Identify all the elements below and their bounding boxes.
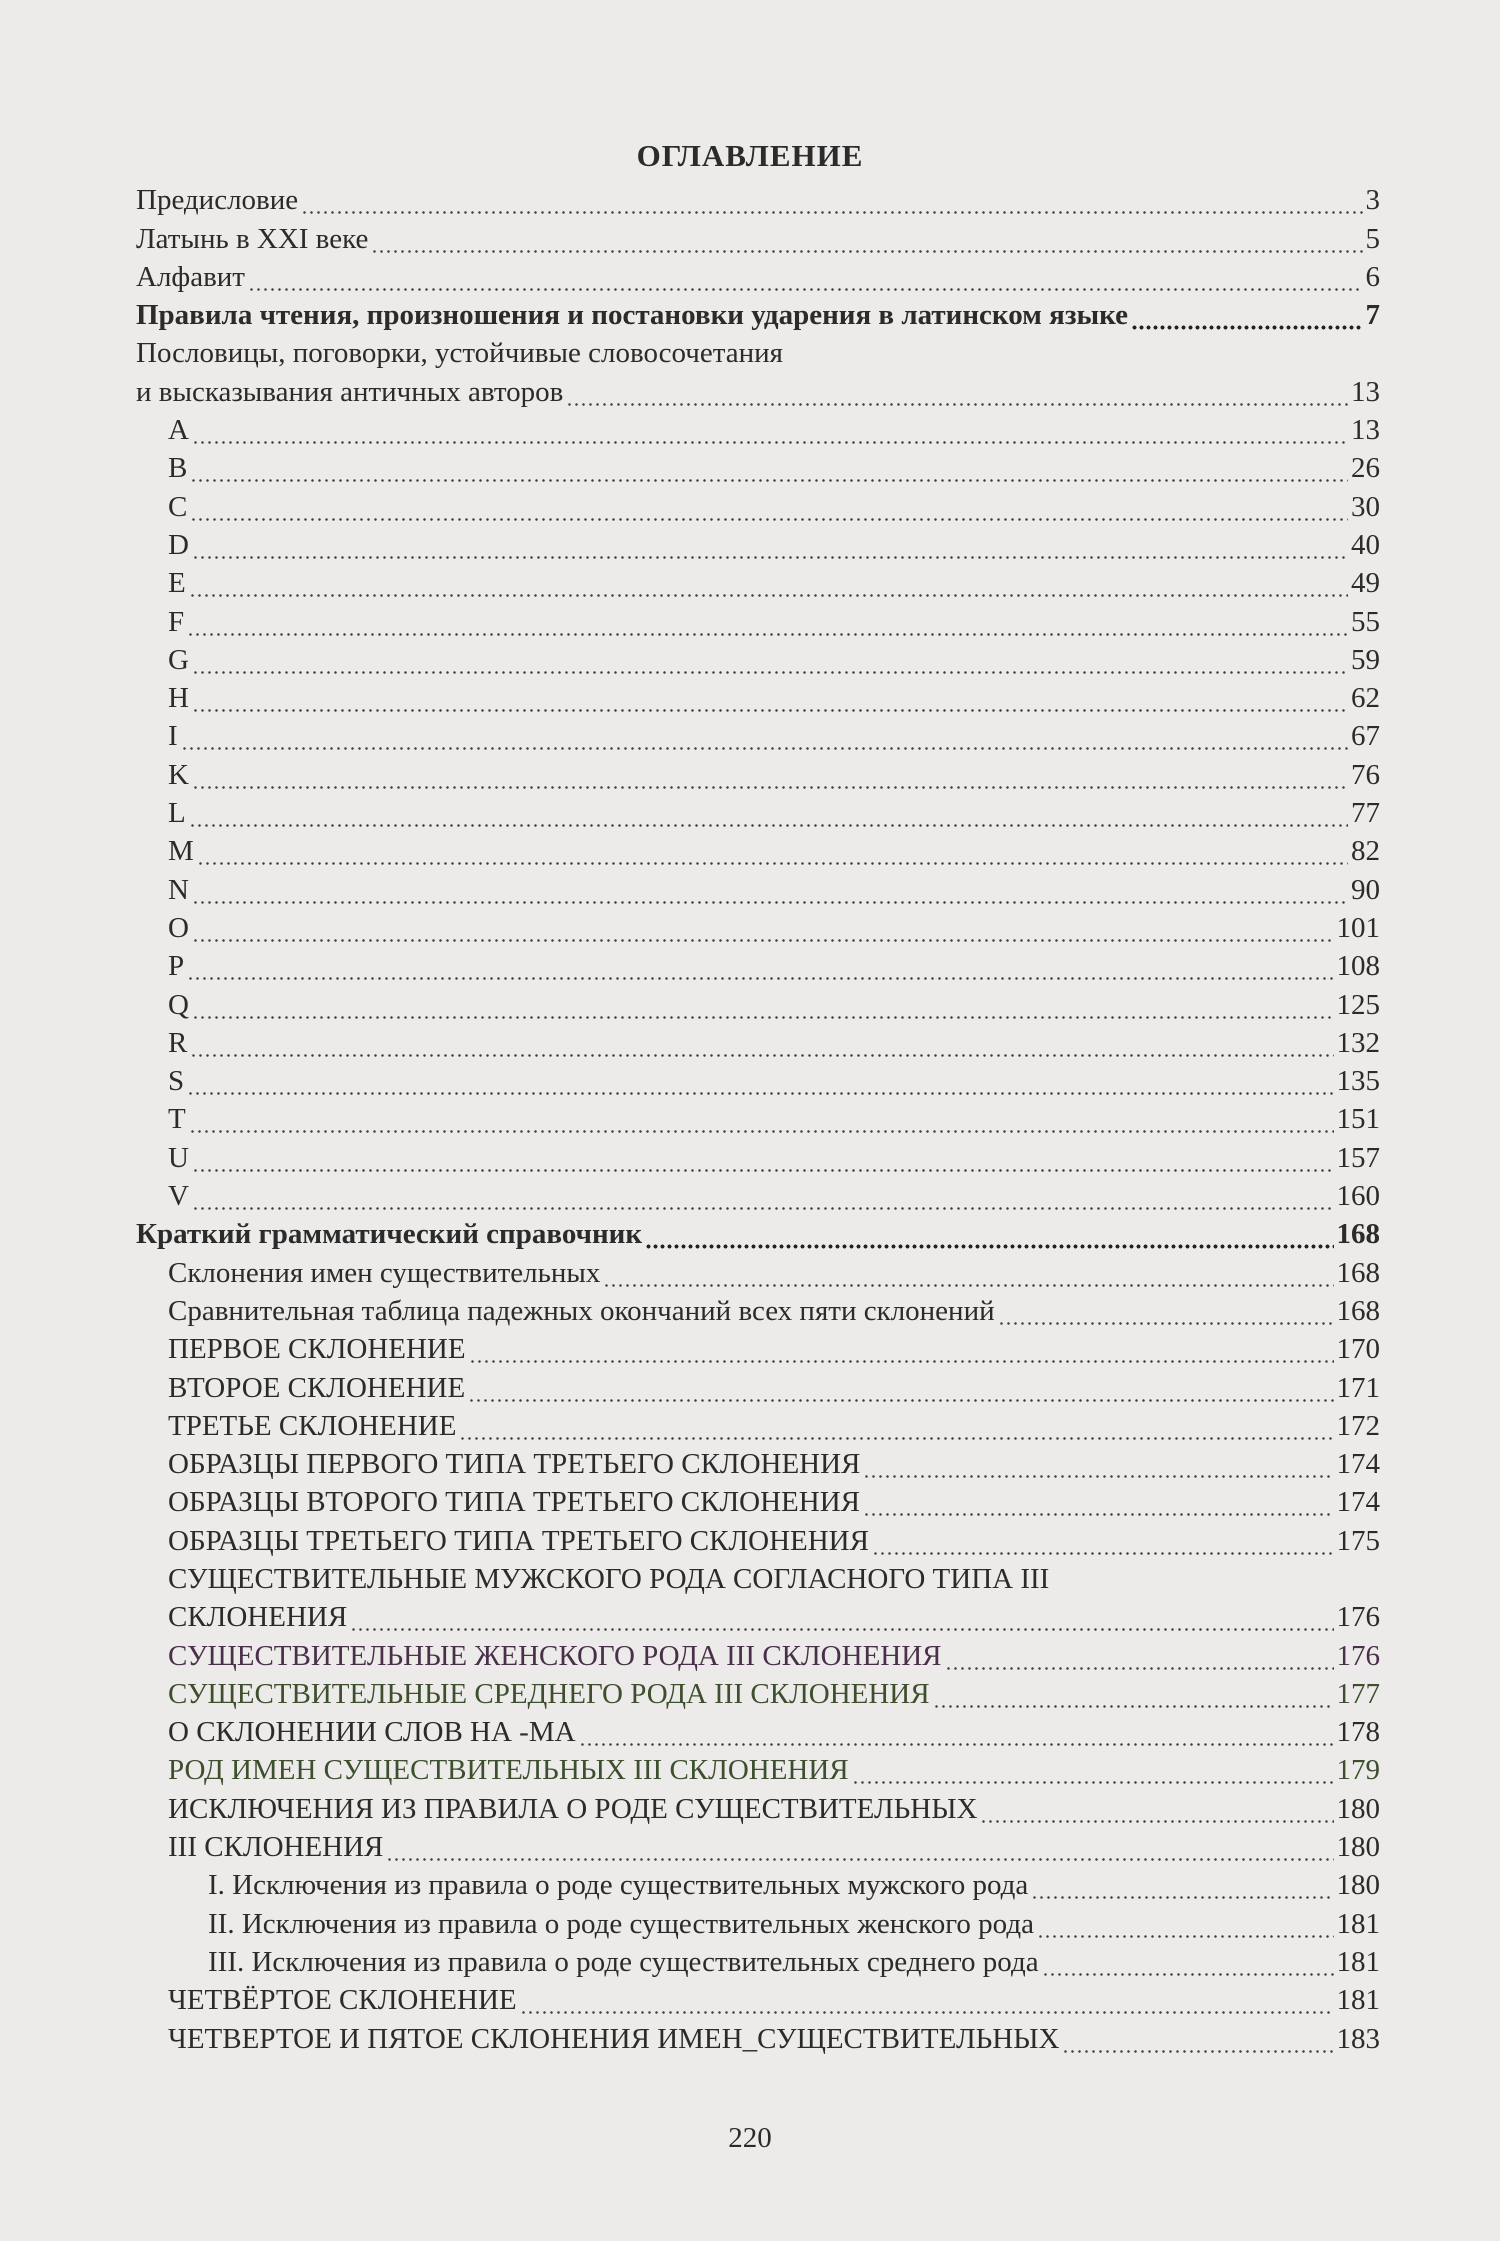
dot-leader bbox=[192, 650, 1348, 676]
toc-entry-page: 77 bbox=[1351, 797, 1380, 830]
toc-entry-page: 180 bbox=[1336, 1831, 1380, 1864]
toc-entry-title: Пословицы, поговорки, устойчивые словосочетания bbox=[136, 337, 784, 370]
toc-entry bbox=[136, 1863, 1380, 1901]
toc-entry bbox=[136, 293, 1380, 331]
toc-entry bbox=[136, 1480, 1380, 1518]
toc-entry-title: ИСКЛЮЧЕНИЯ ИЗ ПРАВИЛА О РОДЕ СУЩЕСТВИТЕЛЬНЫХ bbox=[168, 1792, 978, 1825]
toc-entry bbox=[136, 1021, 1380, 1059]
dot-leader bbox=[603, 1263, 1333, 1289]
toc-entry-page: 171 bbox=[1336, 1371, 1380, 1404]
toc-entry bbox=[136, 676, 1380, 714]
toc-entry-page: 183 bbox=[1336, 2022, 1380, 2055]
toc-entry bbox=[136, 1672, 1380, 1710]
toc-entry-title: Сравнительная таблица падежных окончаний всех пяти склонений bbox=[168, 1294, 995, 1327]
toc-entry bbox=[136, 1404, 1380, 1442]
dot-leader bbox=[872, 1531, 1334, 1557]
page-title: ОГЛАВЛЕНИЕ bbox=[636, 138, 864, 173]
toc-entry-title: СУЩЕСТВИТЕЛЬНЫЕ СРЕДНЕГО РОДА III СКЛОНЕНИЯ bbox=[168, 1677, 930, 1710]
toc-entry-page: 177 bbox=[1336, 1677, 1380, 1710]
dot-leader bbox=[190, 497, 1348, 523]
toc-entry bbox=[136, 752, 1380, 790]
dot-leader bbox=[863, 1454, 1333, 1480]
toc-entry bbox=[136, 1327, 1380, 1365]
dot-leader bbox=[181, 726, 1348, 752]
toc-entry bbox=[136, 1289, 1380, 1327]
toc-entry-page: 101 bbox=[1336, 911, 1380, 944]
toc-entry-page: 157 bbox=[1336, 1141, 1380, 1174]
toc-entry bbox=[136, 1710, 1380, 1748]
dot-leader bbox=[189, 1109, 1334, 1135]
toc-entry-page: 55 bbox=[1351, 605, 1380, 638]
dot-leader bbox=[998, 1301, 1334, 1327]
toc-entry-title: СУЩЕСТВИТЕЛЬНЫЕ МУЖСКОГО РОДА СОГЛАСНОГО ТИПА III bbox=[168, 1562, 1050, 1595]
toc-entry-title: K bbox=[168, 758, 189, 791]
toc-entry-page: 108 bbox=[1336, 950, 1380, 983]
toc-entry-title: Алфавит bbox=[136, 260, 245, 293]
toc-entry bbox=[136, 906, 1380, 944]
dot-leader bbox=[192, 880, 1348, 906]
toc-entry-title: II. Исключения из правила о роде существительных женского рода bbox=[208, 1907, 1034, 1940]
toc-entry-title: РОД ИМЕН СУЩЕСТВИТЕЛЬНЫХ III СКЛОНЕНИЯ bbox=[168, 1754, 849, 1787]
toc-entry-page: 125 bbox=[1336, 988, 1380, 1021]
toc-entry bbox=[136, 1518, 1380, 1556]
toc-entry bbox=[136, 1365, 1380, 1403]
toc-entry-page: 160 bbox=[1336, 1180, 1380, 1213]
toc-entry-page: 67 bbox=[1351, 720, 1380, 753]
toc-entry-title: ОБРАЗЦЫ ВТОРОГО ТИПА ТРЕТЬЕГО СКЛОНЕНИЯ bbox=[168, 1486, 860, 1519]
toc-entry bbox=[136, 1633, 1380, 1671]
toc-entry-page: 76 bbox=[1351, 758, 1380, 791]
toc-entry-title: Латынь в XXI веке bbox=[136, 222, 369, 255]
toc-entry bbox=[136, 1748, 1380, 1786]
toc-entry-page: 179 bbox=[1336, 1754, 1380, 1787]
toc-entry bbox=[136, 599, 1380, 637]
toc-entry-title: Правила чтения, произношения и постановки ударения в латинском языке bbox=[136, 299, 1129, 332]
toc-entry bbox=[136, 1557, 1380, 1595]
dot-leader bbox=[189, 573, 1348, 599]
dot-leader bbox=[945, 1646, 1334, 1672]
dot-leader bbox=[1062, 2029, 1333, 2055]
dot-leader bbox=[192, 535, 1348, 561]
toc-entry bbox=[136, 1901, 1380, 1939]
toc-entry-title: D bbox=[168, 528, 189, 561]
toc-entry-title: T bbox=[168, 1103, 186, 1136]
toc-entry-page: 168 bbox=[1336, 1218, 1380, 1251]
dot-leader bbox=[579, 1722, 1334, 1748]
dot-leader bbox=[187, 1071, 1333, 1097]
dot-leader bbox=[933, 1684, 1334, 1710]
toc-entry bbox=[136, 1940, 1380, 1978]
toc-entry bbox=[136, 484, 1380, 522]
toc-entry bbox=[136, 982, 1380, 1020]
toc-entry-page: 6 bbox=[1365, 260, 1380, 293]
toc-entry-title: M bbox=[168, 835, 194, 868]
toc-entry-page: 170 bbox=[1336, 1333, 1380, 1366]
toc-entry-title: N bbox=[168, 873, 189, 906]
toc-entry bbox=[136, 1059, 1380, 1097]
toc-entry-page: 59 bbox=[1351, 643, 1380, 676]
toc-entry-title: Предисловие bbox=[136, 184, 299, 217]
toc-entry-title: III. Исключения из правила о роде существительных среднего рода bbox=[208, 1945, 1039, 1978]
toc-entry-title: O bbox=[168, 911, 189, 944]
toc-entry bbox=[136, 216, 1380, 254]
toc-entry bbox=[136, 638, 1380, 676]
toc-entry bbox=[136, 1212, 1380, 1250]
toc-entry bbox=[136, 1135, 1380, 1173]
dot-leader bbox=[248, 267, 1363, 293]
dot-leader bbox=[1131, 305, 1362, 331]
toc-entry-title: ПЕРВОЕ СКЛОНЕНИЕ bbox=[168, 1333, 466, 1366]
toc-entry-title: S bbox=[168, 1065, 185, 1098]
dot-leader bbox=[192, 765, 1348, 791]
dot-leader bbox=[386, 1837, 1333, 1863]
toc-entry-title: C bbox=[168, 490, 188, 523]
toc-entry-title: F bbox=[168, 605, 185, 638]
toc-entry-title: R bbox=[168, 1026, 188, 1059]
toc-entry-title: I. Исключения из правила о роде существительных мужского рода bbox=[208, 1869, 1029, 1902]
toc-entry-page: 174 bbox=[1336, 1486, 1380, 1519]
toc-entry bbox=[136, 523, 1380, 561]
toc-entry-page: 168 bbox=[1336, 1256, 1380, 1289]
toc-entry bbox=[136, 446, 1380, 484]
toc-entry-title: Q bbox=[168, 988, 189, 1021]
toc-entry bbox=[136, 1250, 1380, 1288]
dot-leader bbox=[1037, 1914, 1334, 1940]
dot-leader bbox=[192, 995, 1334, 1021]
toc-entry-title: ЧЕТВЁРТОЕ СКЛОНЕНИЕ bbox=[168, 1984, 517, 2017]
toc-entry bbox=[136, 331, 1380, 369]
toc-entry-title: L bbox=[168, 797, 186, 830]
dot-leader bbox=[187, 612, 1348, 638]
toc-entry-title: U bbox=[168, 1141, 189, 1174]
toc-entry-title: Склонения имен существительных bbox=[168, 1256, 601, 1289]
toc-entry-page: 172 bbox=[1336, 1409, 1380, 1442]
toc-entry-page: 5 bbox=[1365, 222, 1380, 255]
toc-entry-page: 178 bbox=[1336, 1716, 1380, 1749]
toc-entry-page: 180 bbox=[1336, 1792, 1380, 1825]
toc-entry bbox=[136, 829, 1380, 867]
dot-leader bbox=[187, 956, 1333, 982]
toc-entry-page: 90 bbox=[1351, 873, 1380, 906]
toc-entry bbox=[136, 178, 1380, 216]
toc-entry-title: О СКЛОНЕНИИ СЛОВ НА -MA bbox=[168, 1716, 576, 1749]
dot-leader bbox=[520, 1990, 1334, 2016]
toc-entry-page: 49 bbox=[1351, 567, 1380, 600]
dot-leader bbox=[566, 382, 1348, 408]
toc-entry-page: 181 bbox=[1336, 1945, 1380, 1978]
toc-entry-title: и высказывания античных авторов bbox=[136, 375, 564, 408]
toc-entry-title: ТРЕТЬЕ СКЛОНЕНИЕ bbox=[168, 1409, 457, 1442]
toc-entry bbox=[136, 1978, 1380, 2016]
toc-entry-title: ВТОРОЕ СКЛОНЕНИЕ bbox=[168, 1371, 466, 1404]
dot-leader bbox=[350, 1607, 1333, 1633]
toc-entry-title: Краткий грамматический справочник bbox=[136, 1218, 643, 1251]
toc-entry-page: 181 bbox=[1336, 1984, 1380, 2017]
toc-entry bbox=[136, 791, 1380, 829]
toc-entry-title: ОБРАЗЦЫ ТРЕТЬЕГО ТИПА ТРЕТЬЕГО СКЛОНЕНИЯ bbox=[168, 1524, 869, 1557]
dot-leader bbox=[192, 420, 1348, 446]
toc-entry-title: V bbox=[168, 1180, 189, 1213]
dot-leader bbox=[852, 1760, 1334, 1786]
dot-leader bbox=[469, 1339, 1334, 1365]
toc-entry-page: 13 bbox=[1351, 414, 1380, 447]
toc-entry-title: ЧЕТВЕРТОЕ И ПЯТОЕ СКЛОНЕНИЯ ИМЕН_СУЩЕСТВИТЕЛЬНЫХ bbox=[168, 2022, 1060, 2055]
toc-entry-page: 62 bbox=[1351, 682, 1380, 715]
dot-leader bbox=[1031, 1875, 1333, 1901]
toc-entry-title: ОБРАЗЦЫ ПЕРВОГО ТИПА ТРЕТЬЕГО СКЛОНЕНИЯ bbox=[168, 1448, 861, 1481]
toc-entry bbox=[136, 1825, 1380, 1863]
toc-entry bbox=[136, 255, 1380, 293]
toc-entry bbox=[136, 714, 1380, 752]
toc-entry-page: 82 bbox=[1351, 835, 1380, 868]
dot-leader bbox=[190, 1033, 1333, 1059]
toc-entry bbox=[136, 408, 1380, 446]
dot-leader bbox=[192, 1186, 1334, 1212]
dot-leader bbox=[371, 229, 1362, 255]
toc-entry-page: 176 bbox=[1336, 1639, 1380, 1672]
toc-entry-title: H bbox=[168, 682, 189, 715]
dot-leader bbox=[197, 841, 1348, 867]
toc-entry-page: 175 bbox=[1336, 1524, 1380, 1557]
page-number: 220 bbox=[728, 2122, 772, 2154]
toc-entry-page: 3 bbox=[1365, 184, 1380, 217]
toc-entry-title: СУЩЕСТВИТЕЛЬНЫЕ ЖЕНСКОГО РОДА III СКЛОНЕНИЯ bbox=[168, 1639, 942, 1672]
dot-leader bbox=[1042, 1952, 1334, 1978]
toc-entry-page: 26 bbox=[1351, 452, 1380, 485]
toc-entry-page: 151 bbox=[1336, 1103, 1380, 1136]
dot-leader bbox=[192, 918, 1334, 944]
toc-entry bbox=[136, 1786, 1380, 1824]
dot-leader bbox=[192, 1148, 1334, 1174]
toc-entry-title: СКЛОНЕНИЯ bbox=[168, 1601, 348, 1634]
dot-leader bbox=[459, 1416, 1333, 1442]
dot-leader bbox=[189, 803, 1348, 829]
toc-entry-page: 30 bbox=[1351, 490, 1380, 523]
toc-entry-page: 181 bbox=[1336, 1907, 1380, 1940]
dot-leader bbox=[301, 190, 1362, 216]
toc-entry-page: 168 bbox=[1336, 1294, 1380, 1327]
toc-entry bbox=[136, 1097, 1380, 1135]
toc-entry bbox=[136, 867, 1380, 905]
toc-entry-title: G bbox=[168, 643, 189, 676]
toc-entry bbox=[136, 2016, 1380, 2054]
toc-entry-title: I bbox=[168, 720, 178, 753]
toc-entry bbox=[136, 561, 1380, 599]
toc-entry bbox=[136, 1174, 1380, 1212]
toc-entry-page: 132 bbox=[1336, 1026, 1380, 1059]
toc-entry-page: 176 bbox=[1336, 1601, 1380, 1634]
toc-entry-page: 135 bbox=[1336, 1065, 1380, 1098]
dot-leader bbox=[863, 1492, 1334, 1518]
toc-entry-title: P bbox=[168, 950, 185, 983]
toc-entry-page: 40 bbox=[1351, 528, 1380, 561]
toc-entry-page: 174 bbox=[1336, 1448, 1380, 1481]
dot-leader bbox=[190, 458, 1348, 484]
dot-leader bbox=[468, 1378, 1333, 1404]
toc-entry-page: 7 bbox=[1365, 299, 1380, 332]
toc-entry-title: B bbox=[168, 452, 188, 485]
dot-leader bbox=[980, 1799, 1333, 1825]
toc-entry bbox=[136, 1442, 1380, 1480]
dot-leader bbox=[192, 688, 1348, 714]
toc-entry-page: 13 bbox=[1351, 375, 1380, 408]
toc-entry-title: III СКЛОНЕНИЯ bbox=[168, 1831, 384, 1864]
dot-leader bbox=[645, 1224, 1333, 1250]
toc-entry bbox=[136, 944, 1380, 982]
toc-entry bbox=[136, 369, 1380, 407]
toc-entry-title: E bbox=[168, 567, 186, 600]
table-of-contents bbox=[136, 178, 1380, 2055]
toc-entry-page: 180 bbox=[1336, 1869, 1380, 1902]
toc-entry bbox=[136, 1595, 1380, 1633]
toc-entry-title: A bbox=[168, 414, 189, 447]
